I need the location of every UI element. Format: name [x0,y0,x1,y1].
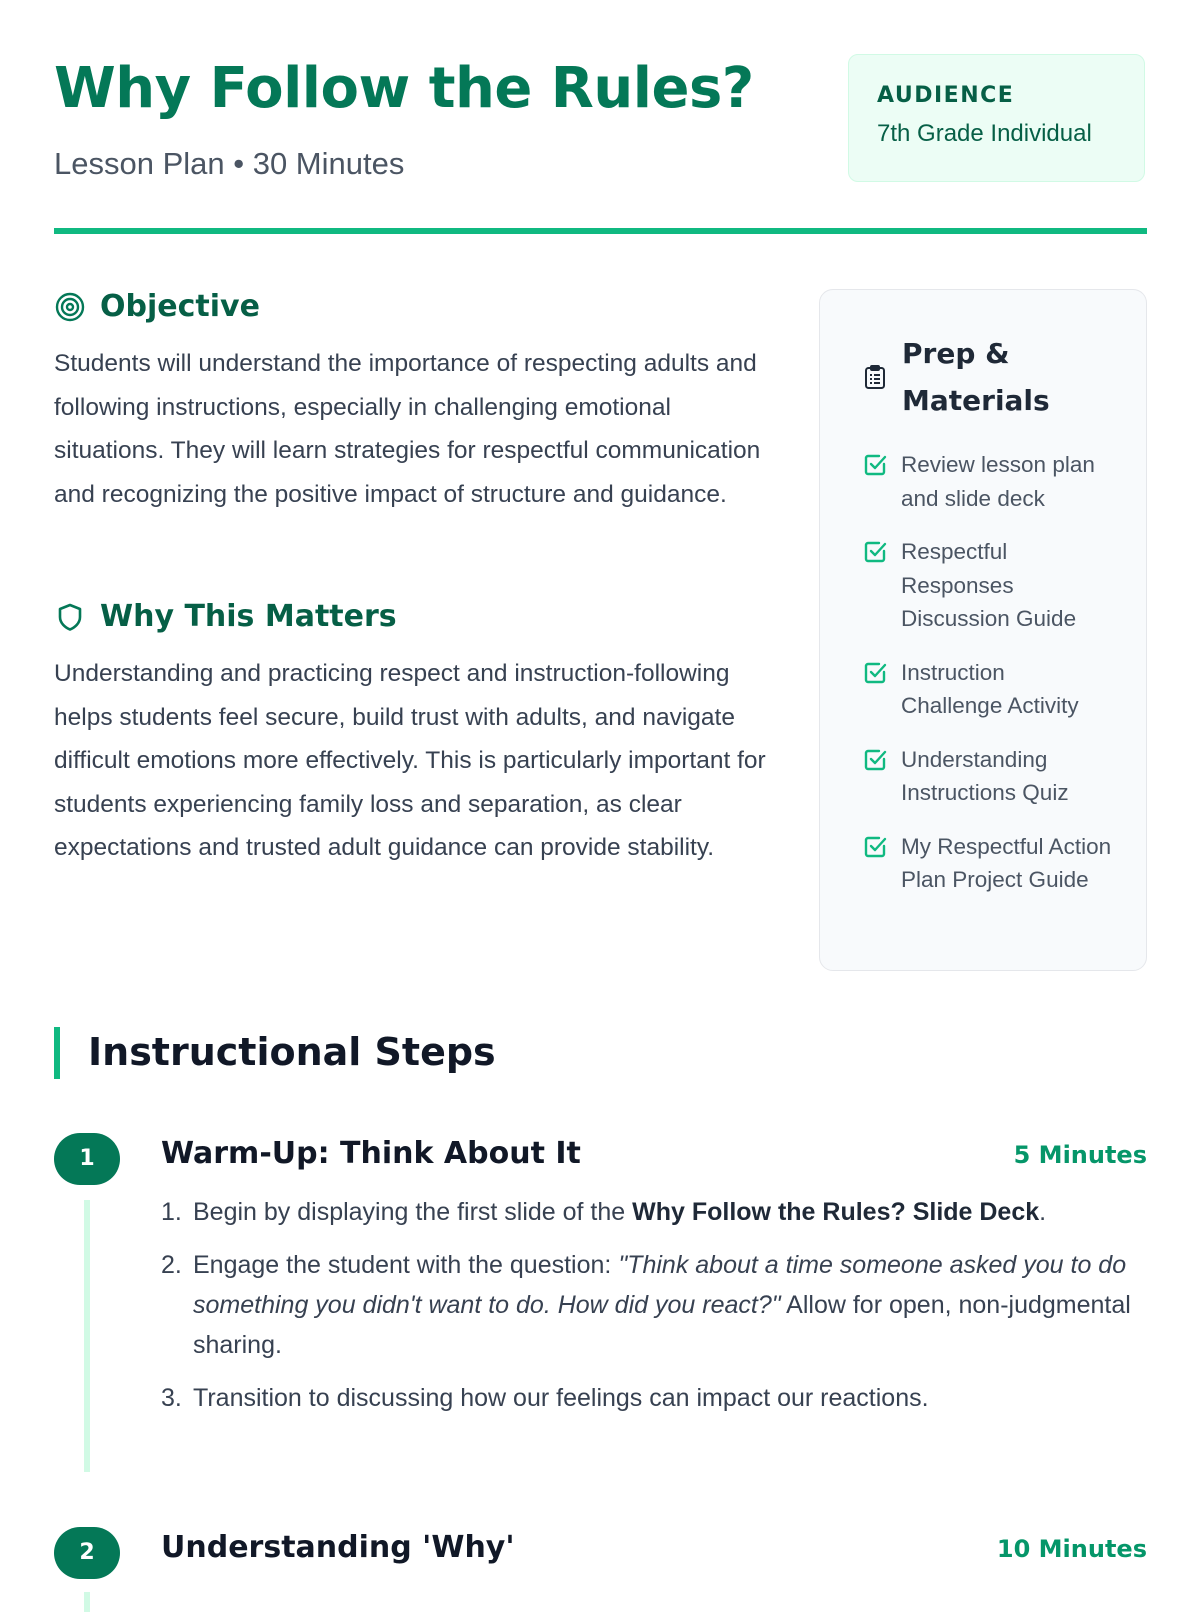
steps-heading: Instructional Steps [88,1030,496,1074]
objective-text: Students will understand the importance of respecting adults and following instructions, especially in challenging emotional situations. They will learn strategies for respectful communication and recognizing the positive impact of structure and guidance. [54,350,761,508]
step-timeline-line [84,1200,90,1472]
step-title: Understanding 'Why' [161,1530,515,1565]
page-title: Why Follow the Rules? [54,56,754,121]
checkbox-checked-icon [862,539,888,565]
lesson-plan-page [54,0,1147,1600]
step-instruction-item: 1. Begin by displaying the first slide of the Why Follow the Rules? Slide Deck. [161,1198,1047,1226]
why-matters-text: Understanding and practicing respect and instruction-following helps students feel secure, build trust with adults, and navigate difficult emotions more effectively. This is particularly important for students experiencing family loss and separation, as clear expectations and trusted adult guidance can provide stability. [54,660,766,861]
objective-title: Objective [100,289,260,324]
page-subtitle: Lesson Plan • 30 Minutes [54,146,405,181]
prep-item-label: Instruction Challenge Activity [901,659,1079,718]
why-matters-title: Why This Matters [100,599,397,634]
step-instruction-item: 3. Transition to discussing how our feelings can impact our reactions. [161,1384,929,1412]
step-duration: 5 Minutes [1013,1141,1147,1169]
checkbox-checked-icon [862,452,888,478]
header-divider [54,228,1147,234]
step-instructions [161,1192,1146,1431]
prep-item [862,535,1132,636]
prep-materials-card [819,289,1147,971]
audience-label: AUDIENCE [877,83,1015,108]
slide-deck-reference: Why Follow the Rules? Slide Deck [632,1198,1040,1226]
checkbox-checked-icon [862,660,888,686]
step-duration: 10 Minutes [996,1535,1147,1563]
prompt-question: "Think about a time someone asked you to do something you didn't want to do. How did you react?" [193,1251,1127,1319]
step-number-badge: 1 [54,1133,120,1185]
step-instruction-item: 2. Engage the student with the question: "Think about a time someone asked you to do something you didn't want to do. How did you react?" Allow for open, non-judgmental sharing. [161,1251,1131,1359]
objective-heading [54,289,260,324]
step-title: Warm-Up: Think About It [161,1136,581,1171]
prep-item [862,656,1132,723]
target-icon [54,291,86,323]
prep-item [862,830,1132,897]
checkbox-checked-icon [862,747,888,773]
prep-item [862,743,1132,810]
checkbox-checked-icon [862,834,888,860]
audience-card [848,54,1145,182]
step-timeline-line [84,1592,90,1612]
prep-title: Prep & Materials [902,337,1050,417]
step-number-badge: 2 [54,1527,120,1579]
steps-accent-bar [54,1027,60,1079]
prep-item [862,448,1132,515]
why-matters-heading [54,599,397,634]
prep-item-label: Respectful Responses Discussion Guide [901,539,1077,631]
prep-item-label: Understanding Instructions Quiz [901,746,1069,805]
prep-item-label: Review lesson plan and slide deck [901,452,1095,511]
prep-item-label: My Respectful Action Plan Project Guide [901,833,1112,892]
audience-value: 7th Grade Individual [877,120,1092,147]
prep-list [862,448,1132,917]
shield-icon [54,601,86,633]
prep-heading [862,330,1072,424]
clipboard-icon [862,364,888,390]
